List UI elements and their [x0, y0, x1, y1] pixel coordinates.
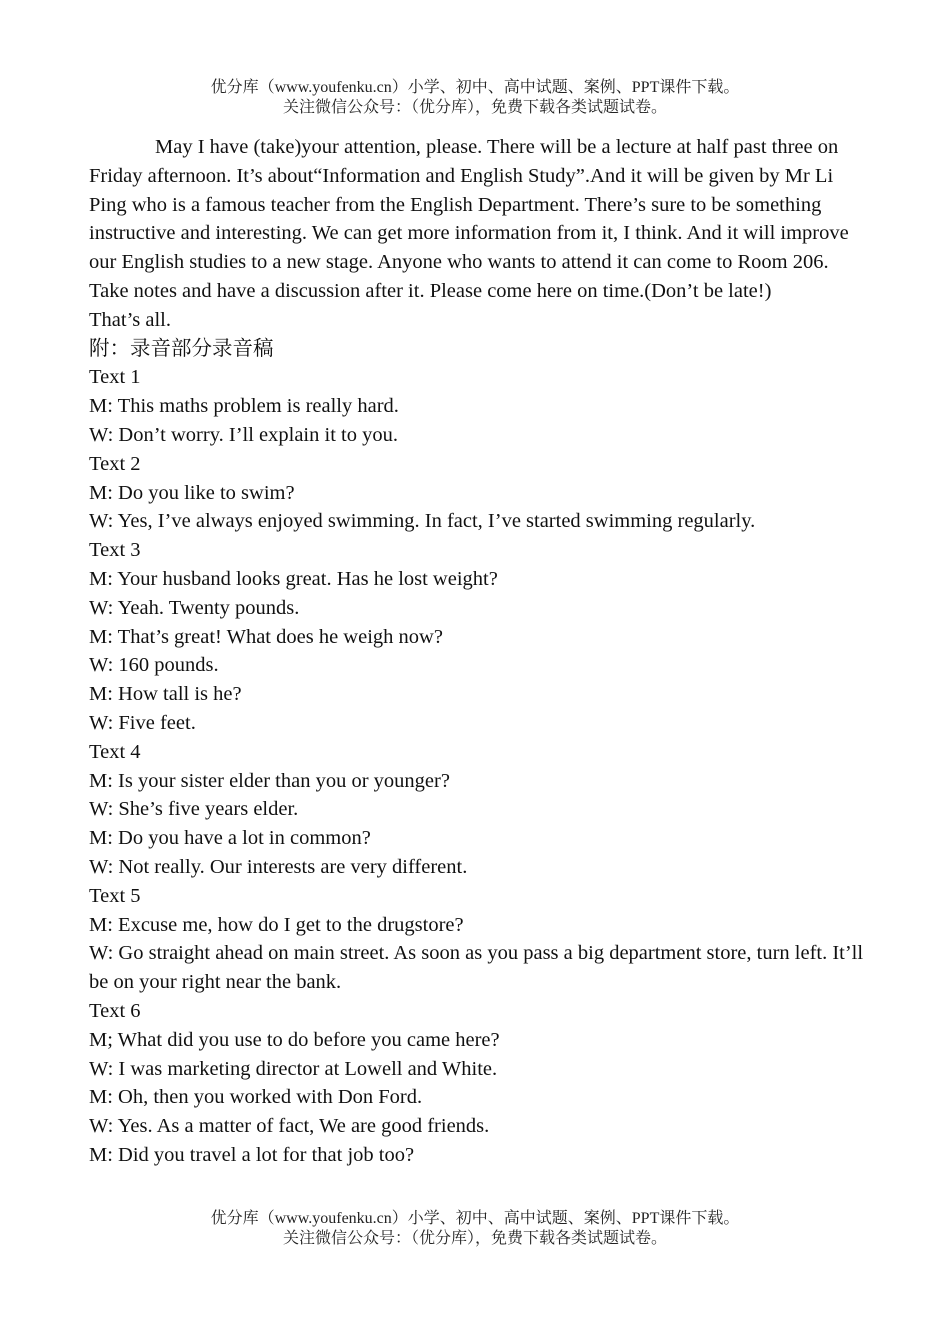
- text-title: Text 4: [89, 740, 141, 763]
- dialogue-line: M: This maths problem is really hard.: [89, 395, 399, 418]
- footer-line-1: 优分库（www.youfenku.cn）小学、初中、高中试题、案例、PPT课件下载。: [210, 1210, 740, 1227]
- dialogue-line: M: That’s great! What does he weigh now?: [89, 625, 443, 648]
- header-line-1: 优分库（www.youfenku.cn）小学、初中、高中试题、案例、PPT课件下载。: [210, 79, 740, 96]
- transcript-text-6: [89, 997, 869, 1170]
- text-title: Text 6: [89, 999, 141, 1022]
- dialogue-line: M: Excuse me, how do I get to the drugstore?: [89, 913, 464, 936]
- dialogue-line: M: Do you have a lot in common?: [89, 827, 371, 850]
- dialogue-line: W: 160 pounds.: [89, 654, 219, 677]
- dialogue-line: M; What did you use to do before you came here?: [89, 1028, 500, 1051]
- dialogue-line: W: She’s five years elder.: [89, 798, 299, 821]
- dialogue-line: M: Is your sister elder than you or younger?: [89, 769, 450, 792]
- text-title: Text 3: [89, 539, 141, 562]
- transcript-text-5: [89, 882, 869, 997]
- dialogue-line: W: Don’t worry. I’ll explain it to you.: [89, 423, 398, 446]
- dialogue-line: M: Oh, then you worked with Don Ford.: [89, 1086, 423, 1109]
- dialogue-line: W: Yes. As a matter of fact, We are good friends.: [89, 1115, 490, 1138]
- dialogue-line: W: Yes, I’ve always enjoyed swimming. In fact, I’ve started swimming regularly.: [89, 510, 756, 533]
- dialogue-line: W: Five feet.: [89, 711, 196, 734]
- appendix-title: 附：录音部分录音稿: [89, 337, 274, 360]
- dialogue-line: M: How tall is he?: [89, 683, 242, 706]
- dialogue-line: M: Did you travel a lot for that job too?: [89, 1143, 415, 1166]
- dialogue-line: W: I was marketing director at Lowell and White.: [89, 1057, 498, 1080]
- text-title: Text 1: [89, 366, 141, 389]
- footer-line-2: 关注微信公众号：（优分库），免费下载各类试题试卷。: [282, 1230, 667, 1247]
- header-line-2: 关注微信公众号：（优分库），免费下载各类试题试卷。: [282, 99, 667, 116]
- page-footer: [0, 1209, 950, 1249]
- text-title: Text 5: [89, 884, 141, 907]
- page-header: [0, 78, 950, 118]
- dialogue-line: W: Go straight ahead on main street. As soon as you pass a big department store, turn left. It’ll be on your right near the bank.: [89, 942, 864, 994]
- transcript-text-4: [89, 738, 869, 882]
- text-title: Text 2: [89, 452, 141, 475]
- announcement-paragraph: May I have (take)your attention, please. There will be a lecture at half past three on Friday afternoon. It’s about“Information and English Study”.And it will be given by Mr Li Ping who is a famous teacher from the English Department. There’s sure to be something instructive and interesting. We can get more information from it, I think. And it will improve our English studies to a new stage. Anyone who wants to attend it can come to Room 206. Take notes and have a discussion after it. Please come here on time.(Don’t be late!): [89, 136, 849, 302]
- closing-line: That’s all.: [89, 308, 171, 331]
- transcript-text-1: [89, 363, 869, 449]
- dialogue-line: W: Not really. Our interests are very different.: [89, 855, 468, 878]
- transcript-text-2: [89, 450, 869, 536]
- dialogue-line: M: Your husband looks great. Has he lost weight?: [89, 567, 498, 590]
- transcript-text-3: [89, 536, 869, 738]
- document-body: [89, 133, 869, 1170]
- dialogue-line: M: Do you like to swim?: [89, 481, 295, 504]
- dialogue-line: W: Yeah. Twenty pounds.: [89, 596, 300, 619]
